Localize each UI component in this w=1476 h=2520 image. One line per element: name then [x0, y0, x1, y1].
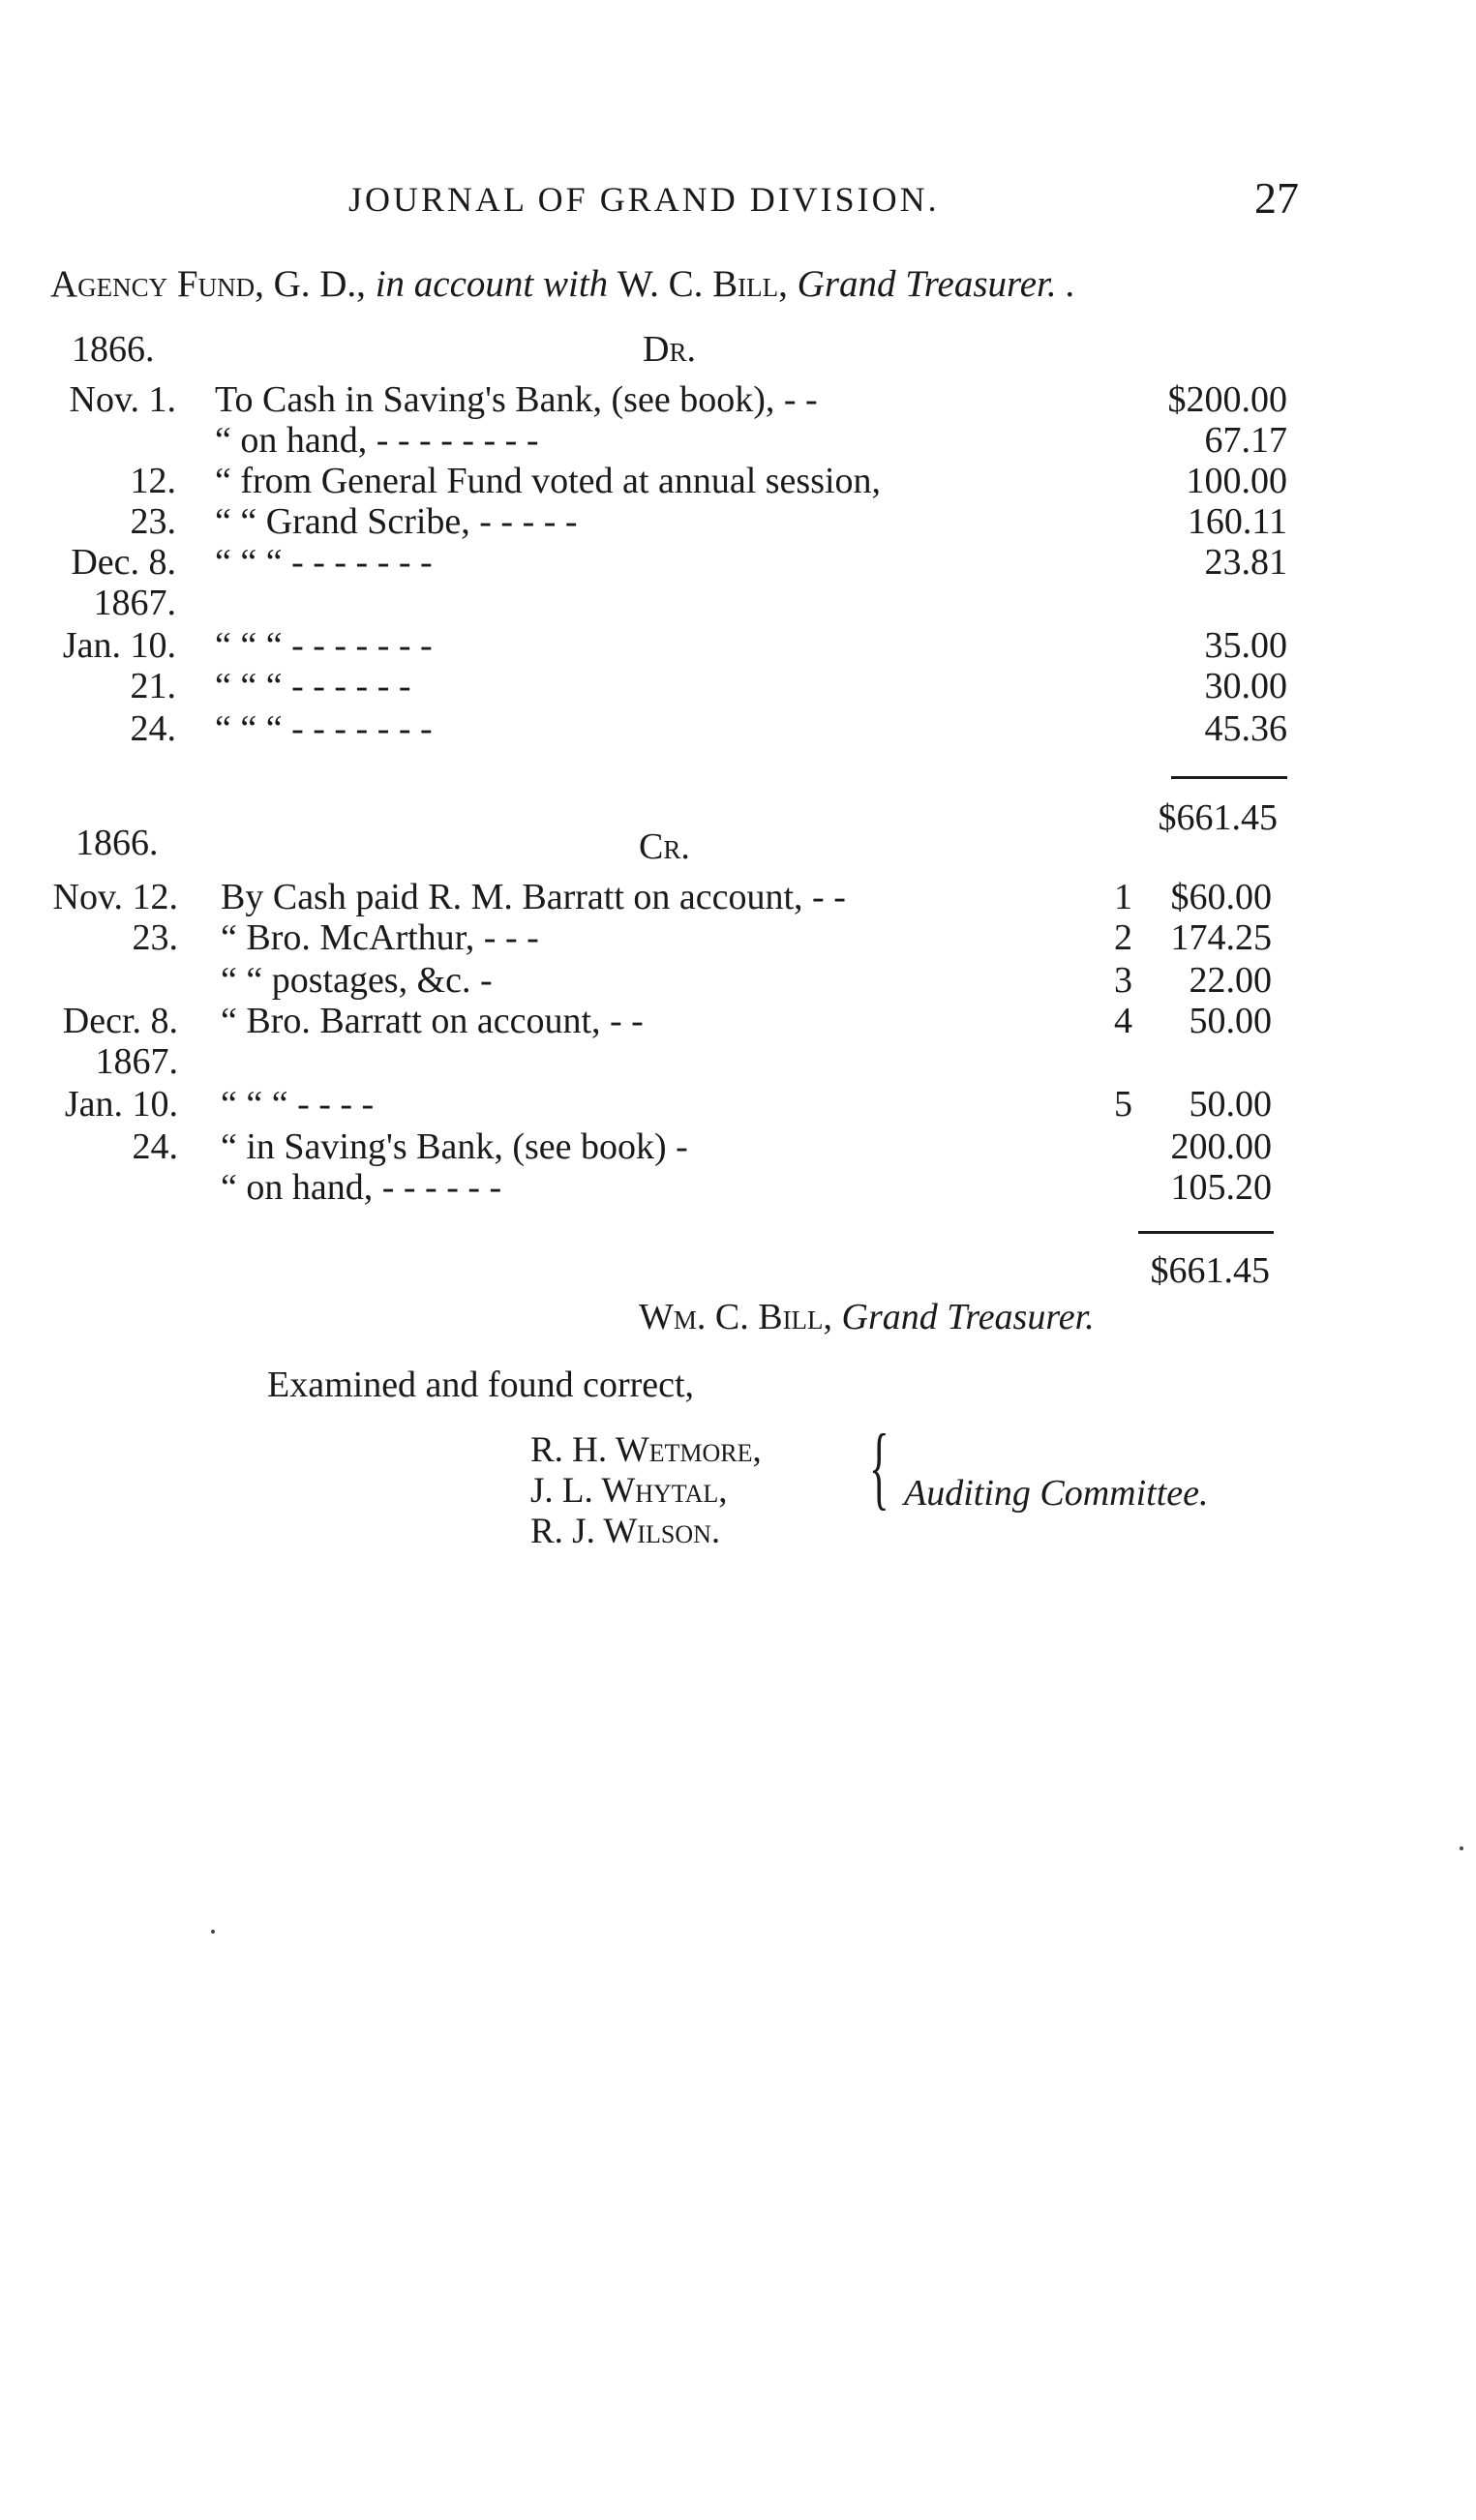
debit-description: “ “ “ - - - - - - -	[215, 625, 433, 666]
debit-amount: 160.11	[1187, 501, 1287, 542]
debit-amount: 35.00	[1204, 625, 1287, 666]
debit-amount: 100.00	[1186, 461, 1287, 501]
debit-description: “ “ Grand Scribe, - - - - -	[215, 501, 578, 542]
signature-name: Wm. C. Bill,	[639, 1297, 833, 1337]
debit-description: “ from General Fund voted at annual session,	[215, 461, 882, 501]
debit-amount: 23.81	[1204, 542, 1287, 583]
credit-voucher: 2	[1114, 917, 1132, 958]
fund-name: Agency Fund, G. D.,	[50, 263, 366, 305]
committee-member-3: R. J. Wilson.	[530, 1512, 721, 1551]
committee-member-2: J. L. Whytal,	[530, 1471, 728, 1511]
credit-amount: 50.00	[1189, 1084, 1272, 1125]
credit-voucher: 5	[1114, 1084, 1132, 1125]
treasurer-name: W. C. Bill,	[617, 263, 788, 305]
credit-amount: 200.00	[1170, 1126, 1272, 1167]
debit-date: 12.	[130, 461, 176, 501]
credit-amount: 50.00	[1189, 1001, 1272, 1041]
debit-amount: 67.17	[1204, 420, 1287, 461]
credit-total: $661.45	[1150, 1250, 1270, 1291]
debit-year: 1866.	[72, 329, 155, 370]
page-speck	[1460, 1846, 1463, 1850]
credit-description: “ “ “ - - - -	[221, 1084, 375, 1125]
debit-total: $661.45	[1158, 797, 1278, 838]
debit-amount: $200.00	[1167, 379, 1287, 420]
credit-description: “ on hand, - - - - - -	[221, 1167, 502, 1208]
credit-description: “ Bro. Barratt on account, - -	[221, 1001, 644, 1041]
debit-description: “ on hand, - - - - - - - -	[215, 420, 539, 461]
credit-amount: 22.00	[1189, 960, 1272, 1001]
credit-amount: $60.00	[1170, 877, 1272, 917]
debit-description: “ “ “ - - - - - - -	[215, 542, 433, 583]
debit-heading: Dr.	[643, 329, 696, 370]
credit-date: 23.	[132, 917, 178, 958]
credit-date: 24.	[132, 1126, 178, 1167]
examined-note: Examined and found correct,	[267, 1365, 695, 1405]
credit-description: “ Bro. McArthur, - - -	[221, 917, 539, 958]
committee-brace: {	[869, 1415, 889, 1518]
account-phrase: in account with	[375, 263, 609, 305]
debit-date: Nov. 1.	[69, 379, 176, 420]
credit-description: “ “ postages, &c. -	[221, 960, 493, 1001]
debit-description: “ “ “ - - - - - - -	[215, 708, 433, 749]
credit-total-rule	[1138, 1231, 1274, 1234]
debit-date: 1867.	[93, 583, 176, 623]
signature-role: Grand Treasurer.	[841, 1297, 1095, 1337]
credit-description: By Cash paid R. M. Barratt on account, - -	[221, 877, 846, 917]
debit-total-rule	[1171, 776, 1287, 779]
committee-title: Auditing Committee.	[904, 1473, 1209, 1514]
committee-member-1: R. H. Wetmore,	[530, 1430, 762, 1470]
credit-voucher: 1	[1114, 877, 1132, 917]
treasurer-role: Grand Treasurer. .	[797, 263, 1076, 305]
debit-description: To Cash in Saving's Bank, (see book), - -	[215, 379, 818, 420]
page-speck	[211, 1930, 215, 1934]
debit-description: “ “ “ - - - - - -	[215, 666, 411, 706]
debit-date: Jan. 10.	[62, 625, 176, 666]
credit-date: Decr. 8.	[62, 1001, 178, 1041]
treasurer-signature	[639, 1299, 1095, 1335]
credit-description: “ in Saving's Bank, (see book) -	[221, 1126, 688, 1167]
credit-year: 1866.	[75, 823, 159, 863]
credit-heading: Cr.	[639, 826, 690, 867]
credit-date: Jan. 10.	[64, 1084, 178, 1125]
credit-amount: 174.25	[1170, 917, 1272, 958]
account-title	[50, 265, 1075, 303]
credit-voucher: 3	[1114, 960, 1132, 1001]
debit-amount: 45.36	[1204, 708, 1287, 749]
credit-amount: 105.20	[1170, 1167, 1272, 1208]
running-title: JOURNAL OF GRAND DIVISION.	[348, 180, 940, 219]
credit-date: Nov. 12.	[52, 877, 178, 917]
page-number: 27	[1254, 173, 1299, 223]
debit-date: Dec. 8.	[71, 542, 176, 583]
debit-amount: 30.00	[1204, 666, 1287, 706]
credit-date: 1867.	[95, 1041, 178, 1082]
credit-voucher: 4	[1114, 1001, 1132, 1041]
debit-date: 23.	[130, 501, 176, 542]
debit-date: 24.	[130, 708, 176, 749]
debit-date: 21.	[130, 666, 176, 706]
